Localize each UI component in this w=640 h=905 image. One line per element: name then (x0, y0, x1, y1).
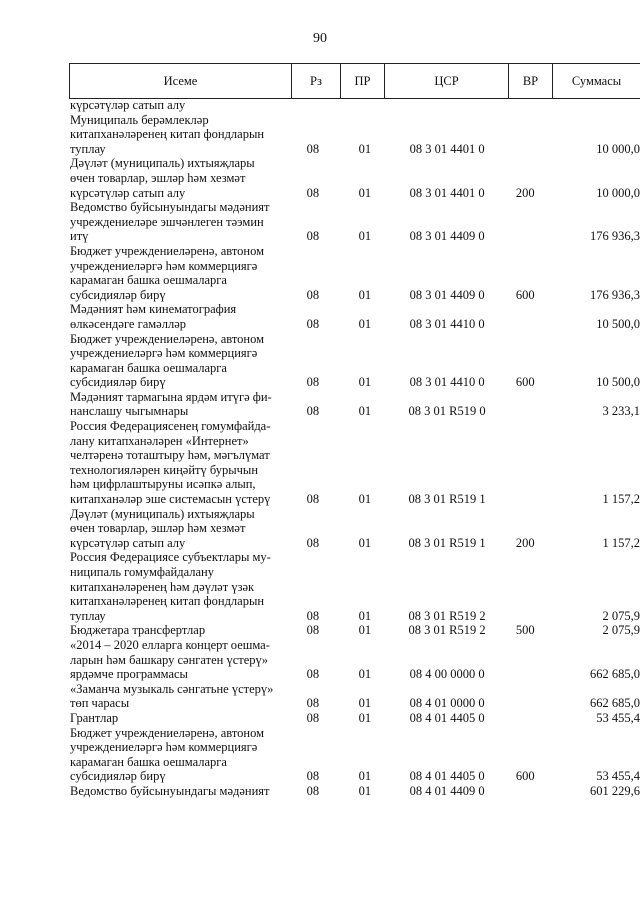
table-row (69, 200, 640, 244)
row-csr: 08 3 01 4401 0 (409, 185, 485, 200)
row-pr: 01 (358, 404, 372, 419)
row-csr: 08 3 01 R519 2 (408, 623, 486, 638)
row-name (69, 419, 289, 507)
row-sum: 1 157,2 (602, 492, 640, 507)
row-csr: 08 4 00 0000 0 (409, 667, 485, 682)
row-sum: 176 936,3 (590, 287, 640, 302)
header-csr: ЦСР (385, 64, 509, 99)
row-name-line: Грантлар (70, 710, 119, 725)
row-name-line: туплау (70, 608, 106, 623)
row-rz: 08 (306, 316, 320, 331)
row-vr: 600 (515, 375, 535, 390)
row-name-line: күрсәтүләр сатып алу (70, 98, 186, 112)
row-name-line: Дәүләт (муниципаль) ихтыяҗлары (70, 506, 255, 521)
row-sum: 53 455,4 (596, 710, 640, 725)
row-name (69, 98, 289, 113)
row-name (69, 726, 289, 784)
table-row (69, 98, 640, 113)
row-name-line: Мәдәният һәм кинематография (70, 302, 237, 317)
row-name-line: нанслашу чыгымнары (70, 404, 189, 419)
row-name (69, 507, 289, 551)
row-name-line: Бюджет учреждениеләренә, автоном (70, 331, 265, 346)
row-name (69, 638, 289, 682)
row-name-line: Бюджет учреждениеләренә, автоном (70, 243, 265, 258)
row-name-line: карамаган башка оешмаларга (70, 273, 227, 288)
row-pr: 01 (358, 769, 372, 784)
table-row (69, 550, 640, 623)
row-rz: 08 (306, 375, 320, 390)
table-row (69, 507, 640, 551)
row-name-line: лану китапханәләрен «Интернет» (70, 433, 249, 448)
table-row (69, 638, 640, 682)
row-name (69, 682, 289, 711)
row-pr: 01 (358, 229, 372, 244)
row-sum: 10 500,0 (596, 316, 640, 331)
row-csr: 08 3 01 R519 0 (408, 404, 486, 419)
row-vr: 500 (515, 623, 535, 638)
row-name-line: Бюджетара трансфертлар (70, 623, 206, 638)
row-name (69, 711, 289, 726)
row-sum: 2 075,9 (602, 623, 640, 638)
row-sum: 3 233,1 (602, 404, 640, 419)
row-rz: 08 (306, 608, 320, 623)
row-pr: 01 (358, 316, 372, 331)
row-name-line: китапханәләренең китап фондларын (70, 594, 265, 609)
table-row (69, 113, 640, 157)
row-name-line: итү (70, 229, 89, 244)
row-sum: 662 685,0 (590, 696, 640, 711)
row-name-line: ярдәмче программасы (70, 667, 188, 682)
row-rz: 08 (306, 623, 320, 638)
table-row (69, 623, 640, 638)
row-sum: 176 936,3 (590, 229, 640, 244)
row-sum: 601 229,6 (590, 783, 640, 798)
row-rz: 08 (306, 769, 320, 784)
row-csr: 08 4 01 4409 0 (409, 783, 485, 798)
row-name-line: челтәренә тоташтыру һәм, мәгълүмат (70, 448, 270, 463)
row-name-line: «2014 – 2020 елларга концерт оешма- (70, 637, 270, 652)
row-name-line: өлкәсендәге гамәлләр (70, 316, 186, 331)
row-rz: 08 (306, 185, 320, 200)
row-sum: 53 455,4 (596, 769, 640, 784)
row-name-line: Муниципаль берәмлекләр (70, 112, 209, 127)
table-row (69, 726, 640, 784)
row-name-line: «Заманча музыкаль сәнгатьне үстерү» (70, 681, 274, 696)
row-csr: 08 3 01 4409 0 (409, 287, 485, 302)
row-name-line: субсидияләр бирү (70, 287, 166, 302)
row-name (69, 550, 289, 623)
row-name-line: китапханәләр эше системасын үстерү (70, 492, 271, 507)
row-rz: 08 (306, 141, 320, 156)
row-csr: 08 3 01 4410 0 (409, 316, 485, 331)
page-number: 90 (313, 31, 327, 46)
row-csr: 08 3 01 4409 0 (409, 229, 485, 244)
row-vr: 600 (515, 287, 535, 302)
row-name (69, 244, 289, 302)
row-name-line: субсидияләр бирү (70, 375, 166, 390)
row-name-line: күрсәтүләр сатып алу (70, 535, 186, 550)
row-name (69, 390, 289, 419)
table-row (69, 419, 640, 507)
row-name (69, 113, 289, 157)
table-header (69, 63, 640, 99)
row-name (69, 200, 289, 244)
header-vr: ВР (509, 64, 553, 99)
row-pr: 01 (358, 608, 372, 623)
row-csr: 08 3 01 4401 0 (409, 141, 485, 156)
row-name-line: Ведомство буйсынуындагы мәдәният (70, 783, 270, 798)
row-sum: 10 000,0 (596, 141, 640, 156)
row-name-line: карамаган башка оешмаларга (70, 754, 227, 769)
row-name-line: субсидияләр бирү (70, 769, 166, 784)
row-csr: 08 3 01 R519 2 (408, 608, 486, 623)
row-pr: 01 (358, 492, 372, 507)
row-rz: 08 (306, 783, 320, 798)
row-pr: 01 (358, 710, 372, 725)
row-sum: 662 685,0 (590, 667, 640, 682)
row-sum: 10 500,0 (596, 375, 640, 390)
row-pr: 01 (358, 667, 372, 682)
row-pr: 01 (358, 696, 372, 711)
row-pr: 01 (358, 287, 372, 302)
header-rz: Рз (292, 64, 341, 99)
header-pr: ПР (341, 64, 385, 99)
row-rz: 08 (306, 287, 320, 302)
table-row (69, 332, 640, 390)
row-name (69, 784, 289, 799)
row-sum: 10 000,0 (596, 185, 640, 200)
row-rz: 08 (306, 404, 320, 419)
table-row (69, 156, 640, 200)
row-sum: 1 157,2 (602, 535, 640, 550)
row-rz: 08 (306, 229, 320, 244)
row-name-line: Мәдәният тармагына ярдәм итүгә фи- (70, 389, 272, 404)
table-row (69, 711, 640, 726)
row-name-line: һәм цифрлаштыруны исәпкә алып, (70, 477, 256, 492)
row-name-line: учреждениеләргә һәм коммерциягә (70, 346, 258, 361)
row-name-line: Бюджет учреждениеләренә, автоном (70, 725, 265, 740)
row-name-line: ларын һәм башкару сәнгатен үстерү» (70, 652, 269, 667)
row-pr: 01 (358, 185, 372, 200)
table-row (69, 244, 640, 302)
row-pr: 01 (358, 141, 372, 156)
header-sum: Суммасы (553, 64, 640, 99)
row-vr: 600 (515, 769, 535, 784)
row-name-line: технологияләрен киңәйтү бурычын (70, 462, 259, 477)
row-name-line: туплау (70, 141, 106, 156)
row-name (69, 623, 289, 638)
row-name-line: Дәүләт (муниципаль) ихтыяҗлары (70, 156, 255, 171)
row-csr: 08 4 01 0000 0 (409, 696, 485, 711)
row-pr: 01 (358, 535, 372, 550)
row-name (69, 332, 289, 390)
row-pr: 01 (358, 375, 372, 390)
row-csr: 08 4 01 4405 0 (409, 769, 485, 784)
table-row (69, 302, 640, 331)
row-name-line: китапханәләренең китап фондларын (70, 127, 265, 142)
row-name (69, 156, 289, 200)
row-sum: 2 075,9 (602, 608, 640, 623)
table-row (69, 390, 640, 419)
row-name-line: учреждениеләргә һәм коммерциягә (70, 740, 258, 755)
row-name-line: күрсәтүләр сатып алу (70, 185, 186, 200)
row-pr: 01 (358, 783, 372, 798)
row-name-line: учреждениеләргә һәм коммерциягә (70, 258, 258, 273)
header-name: Исеме (70, 64, 292, 99)
row-name-line: ниципаль гомумфайдалану (70, 565, 214, 579)
row-name-line: учреждениеләре эшчәнлеген тәэмин (70, 214, 264, 229)
row-name-line: китапханәләренең һәм дәүләт үзәк (70, 579, 255, 594)
table-row (69, 784, 640, 799)
row-csr: 08 4 01 4405 0 (409, 710, 485, 725)
row-rz: 08 (306, 535, 320, 550)
row-name-line: карамаган башка оешмаларга (70, 360, 227, 375)
table-row (69, 682, 640, 711)
row-name-line: Россия Федерациясе субъектлары му- (70, 550, 271, 565)
row-rz: 08 (306, 667, 320, 682)
row-pr: 01 (358, 623, 372, 638)
row-rz: 08 (306, 696, 320, 711)
row-name-line: Россия Федерациясенең гомумфайда- (70, 419, 271, 434)
row-csr: 08 3 01 4410 0 (409, 375, 485, 390)
row-name-line: төп чарасы (70, 696, 130, 711)
table-body (69, 98, 640, 799)
row-rz: 08 (306, 492, 320, 507)
row-vr: 200 (515, 185, 535, 200)
row-csr: 08 3 01 R519 1 (408, 535, 486, 550)
row-rz: 08 (306, 710, 320, 725)
row-csr: 08 3 01 R519 1 (408, 492, 486, 507)
row-vr: 200 (515, 535, 535, 550)
row-name-line: өчен товарлар, эшләр һәм хезмәт (70, 521, 246, 536)
row-name-line: Ведомство буйсынуындагы мәдәният (70, 200, 270, 215)
row-name-line: өчен товарлар, эшләр һәм хезмәт (70, 170, 246, 185)
row-name (69, 302, 289, 331)
